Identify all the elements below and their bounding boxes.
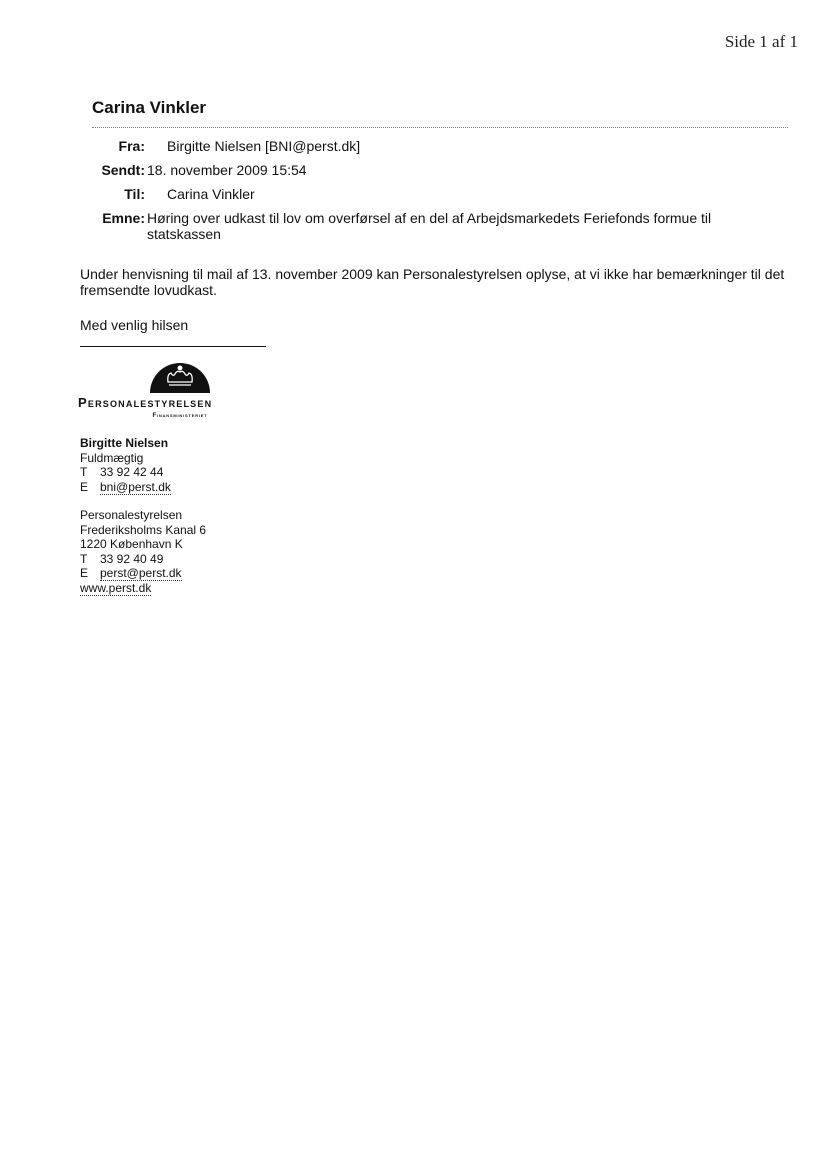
signature-name: Birgitte Nielsen [80, 436, 169, 450]
org-email-row [80, 566, 206, 581]
phone-label: T [80, 465, 88, 479]
email-body: Under henvisning til mail af 13. november 2009 kan Personalestyrelsen oplyse, at vi ikke har bemærkninger til det fremsendte lovudkast. [80, 266, 785, 298]
from-value[interactable]: Birgitte Nielsen [BNI@perst.dk] [167, 138, 361, 154]
mailbox-owner-title: Carina Vinkler [92, 98, 207, 117]
website-link[interactable]: www.perst.dk [80, 580, 152, 595]
org-phone-label: T [80, 551, 88, 566]
email-link[interactable]: bni@perst.dk [100, 479, 171, 494]
signature-divider [80, 346, 266, 347]
subject-row [92, 210, 772, 242]
org-street: Frederiksholms Kanal 6 [80, 522, 207, 537]
phone-value: 33 92 42 44 [100, 465, 164, 479]
signature-title: Fuldmægtig [80, 450, 144, 465]
closing-greeting: Med venlig hilsen [80, 317, 189, 333]
subject-label: Emne: [102, 210, 145, 226]
sent-label: Sendt: [101, 162, 145, 178]
email-label: E [80, 479, 89, 494]
to-value[interactable]: Carina Vinkler [167, 186, 255, 202]
page-number: Side 1 af 1 [724, 32, 798, 51]
signature-phone-row [80, 465, 206, 480]
org-name: Personalestyrelsen [80, 508, 183, 522]
from-row [92, 138, 772, 154]
to-label: Til: [124, 186, 145, 202]
signature-block [80, 436, 206, 595]
crown-icon [149, 360, 211, 394]
sent-row [92, 162, 772, 178]
subject-value: Høring over udkast til lov om overførsel af en del af Arbejdsmarkedets Feriefonds formue til statskassen [147, 210, 712, 242]
signature-email-row [80, 480, 206, 495]
org-city: 1220 København K [80, 537, 183, 551]
sent-value: 18. november 2009 15:54 [147, 162, 307, 178]
organization-logo [78, 360, 282, 422]
email-headers [92, 138, 772, 250]
header-divider [92, 127, 788, 128]
to-row [92, 186, 772, 202]
org-email-link[interactable]: perst@perst.dk [100, 566, 182, 580]
org-email-label: E [80, 566, 89, 580]
logo-subtitle: Finansministeriet [152, 413, 208, 419]
org-phone-row [80, 552, 206, 567]
org-phone-value: 33 92 40 49 [100, 551, 164, 566]
from-label: Fra: [118, 138, 145, 154]
website-row [80, 581, 206, 596]
logo-name: Personalestyrelsen [78, 395, 213, 410]
